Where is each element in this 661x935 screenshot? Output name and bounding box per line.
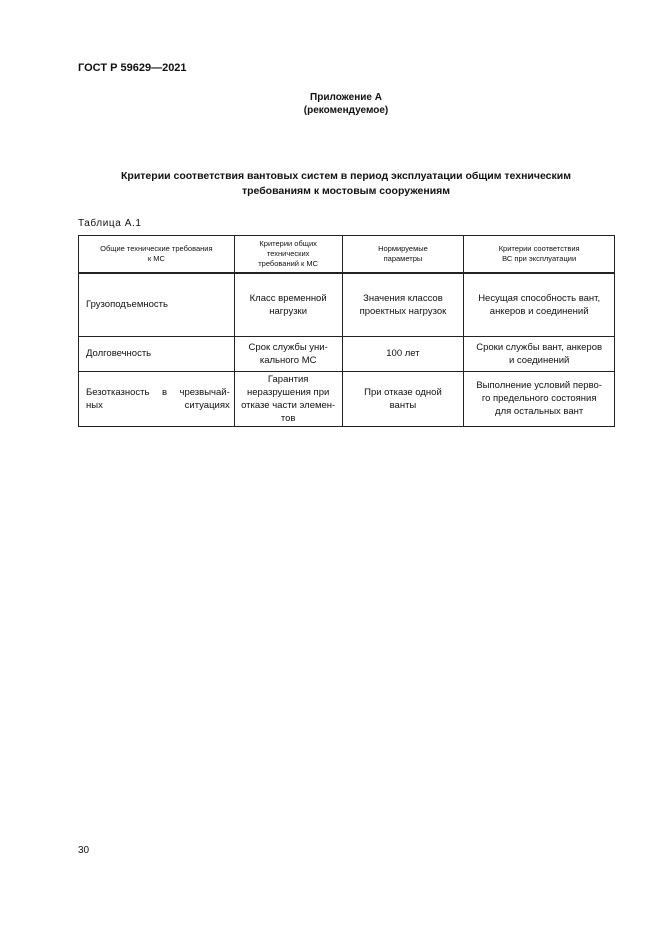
table-row [79,273,615,336]
table-cell: Несущая способность вант, анкеров и соединений [464,273,615,336]
section-title: Критерии соответствия вантовых систем в период эксплуатации общим техническим требованиям к мостовым сооружениям [121,170,571,197]
table-caption: Таблица А.1 [78,218,142,229]
table-cell: При отказе одной ванты [342,371,464,426]
table-row [79,336,615,371]
table-cell: Гарантия неразрушения при отказе части элемен- тов [234,371,342,426]
table-header-cell: Нормируемые параметры [342,236,464,274]
page-number: 30 [78,845,90,856]
table-cell: Долговечность [79,336,235,371]
table-cell: Выполнение условий перво- го предельного состояния для остальных вант [464,371,615,426]
criteria-table [78,235,615,427]
table-cell: Грузоподъемность [79,273,235,336]
appendix-title: Приложение А (рекомендуемое) [303,92,389,116]
table-row [79,371,615,426]
table-header-cell: Общие технические требования к МС [79,236,235,274]
table-cell: Сроки службы вант, анкеров и соединений [464,336,615,371]
table-cell: 100 лет [342,336,464,371]
standard-number: ГОСТ Р 59629—2021 [78,62,187,74]
table-cell: Срок службы уни- кального МС [234,336,342,371]
table-cell: Значения классов проектных нагрузок [342,273,464,336]
table-header-cell: Критерии соответствия ВС при эксплуатации [464,236,615,274]
table-header-cell: Критерии общих технических требований к МС [234,236,342,274]
table-cell: Безотказность в чрезвычай- ных ситуациях [79,371,235,426]
table-cell: Класс временной нагрузки [234,273,342,336]
table-header-row [79,236,615,274]
